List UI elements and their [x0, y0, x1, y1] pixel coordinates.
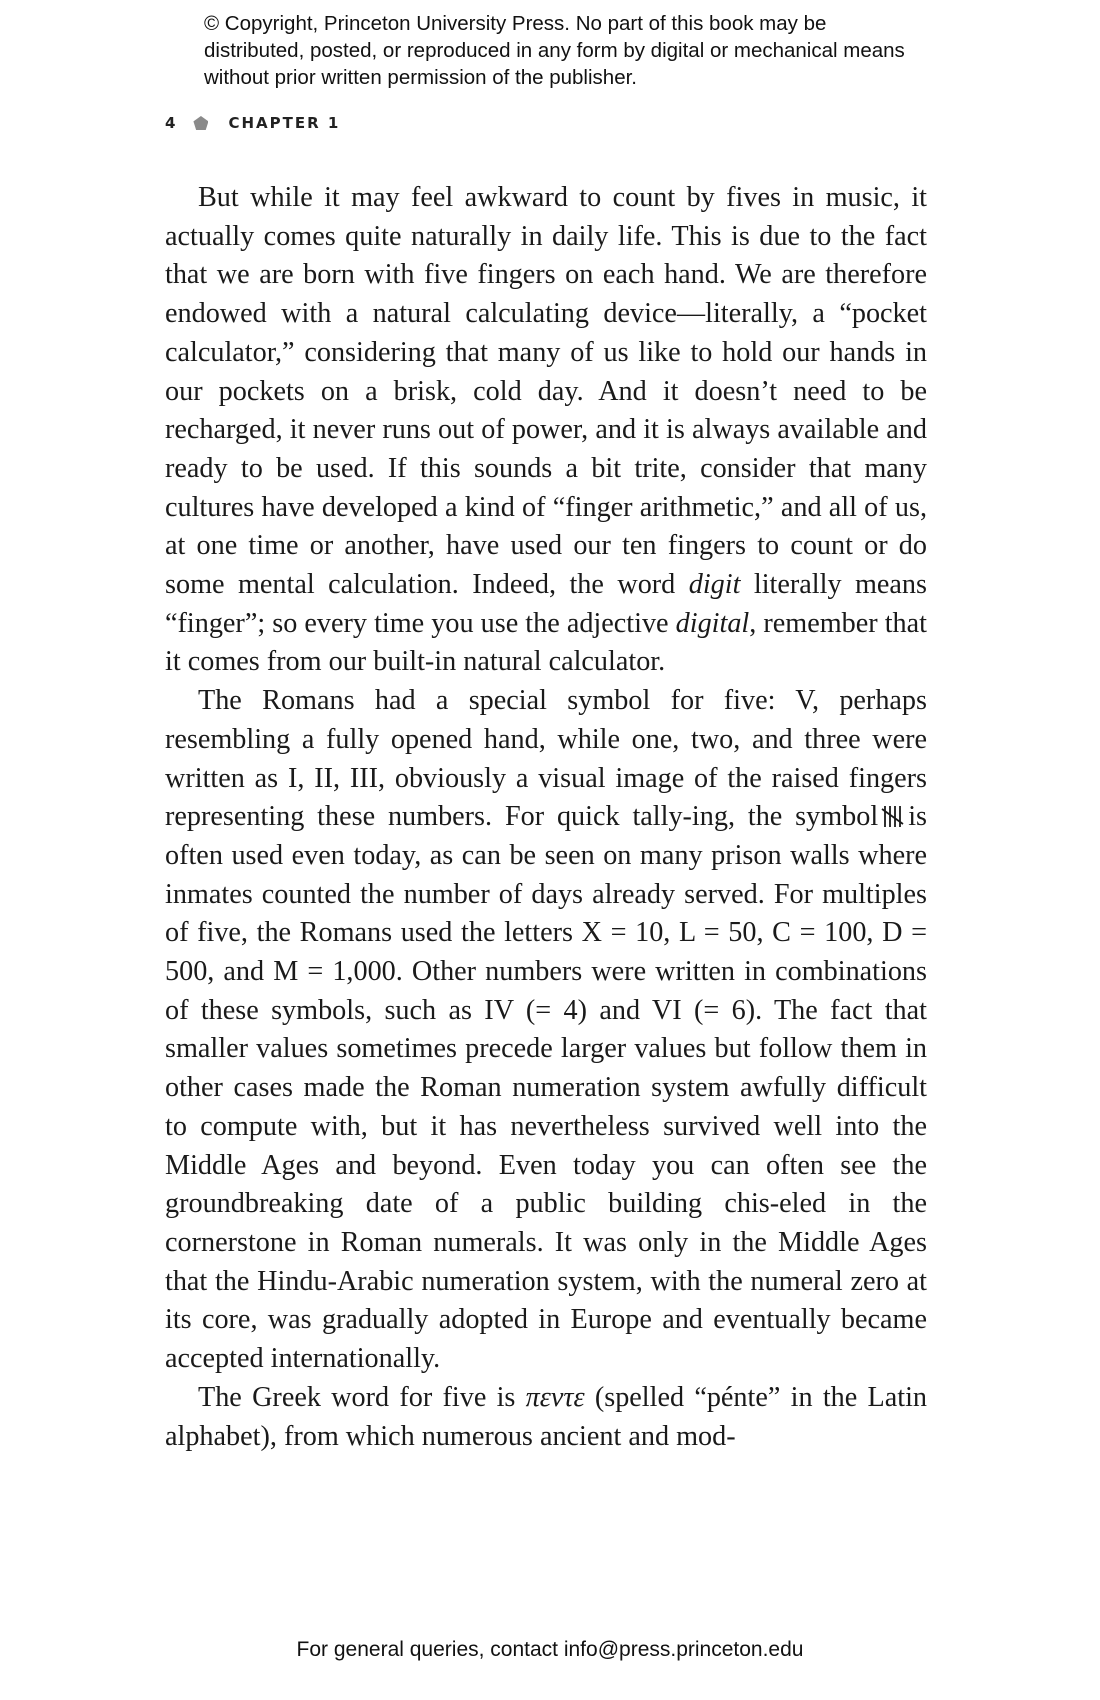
paragraph-2-text-a: The Romans had a special symbol for five: V, perhaps resembling a fully opened hand, while one, two, and three were written as I, II, III, obviously a visual image of the raised fingers representing these numbers. For quick tally-ing, the symbol: [165, 685, 927, 833]
paragraph-1: [165, 179, 927, 682]
page-number: 4: [165, 114, 178, 132]
paragraph-3-text-a: The Greek word for five is: [198, 1381, 526, 1413]
tally-mark-icon: [880, 804, 906, 828]
paragraph-2: [165, 682, 927, 1379]
paragraph-1-text-a: But while it may feel awkward to count by fives in music, it actually comes quite naturally in daily life. This is due to the fact that we are born with five fingers on each hand. We are therefore endowed with a natural calculating device—literally, a “pocket calculator,” considering that many of us like to hold our hands in our pockets on a brisk, cold day. And it doesn’t need to be recharged, it never runs out of power, and it is always available and ready to be used. If this sounds a bit trite, consider that many cultures have developed a kind of “finger arithmetic,” and all of us, at one time or another, have used our ten fingers to count or do some mental calculation. Indeed, the word: [165, 182, 927, 601]
chapter-label: CHAPTER 1: [228, 114, 341, 132]
copyright-notice: © Copyright, Princeton University Press. No part of this book may be distributed, posted, or reproduced in any form by digital or mechanical means without prior written permission of the publisher.: [204, 12, 905, 89]
greek-word: πεντε: [525, 1381, 585, 1413]
paragraph-3: [165, 1379, 927, 1456]
body-text: [165, 179, 927, 1456]
paragraph-2-text-b: is often used even today, as can be seen on many prison walls where inmates counted the number of days already served. For multiples of five, the Romans used the letters X = 10, L = 50, C = 100, D = 500, and M = 1,000. Other numbers were written in combinations of these symbols, such as IV (= 4) and VI (= 6). The fact that smaller values sometimes precede larger values but follow them in other cases made the Roman numeration system awfully difficult to compute with, but it has nevertheless survived well into the Middle Ages and beyond. Even today you can often see the groundbreaking date of a public building chis-eled in the cornerstone in Roman numerals. It was only in the Middle Ages that the Hindu-Arabic numeration system, with the numeral zero at its core, was gradually adopted in Europe and eventually became accepted internationally.: [165, 801, 927, 1375]
paragraph-3-text-b: (spelled “pénte” in the Latin alphabet), from which numerous ancient and mod-: [165, 1381, 927, 1452]
term-digit: digit: [688, 569, 741, 601]
paragraph-1-text-b: literally means “finger”; so every time you use the adjective: [165, 569, 927, 639]
paragraph-1-text-c: , remember that it comes from our built-in natural calculator.: [165, 607, 927, 678]
running-head: [165, 114, 340, 132]
term-digital: digital: [675, 607, 750, 639]
pentagon-ornament-icon: [193, 116, 208, 130]
footer-contact: For general queries, contact info@press.princeton.edu: [296, 1638, 804, 1661]
